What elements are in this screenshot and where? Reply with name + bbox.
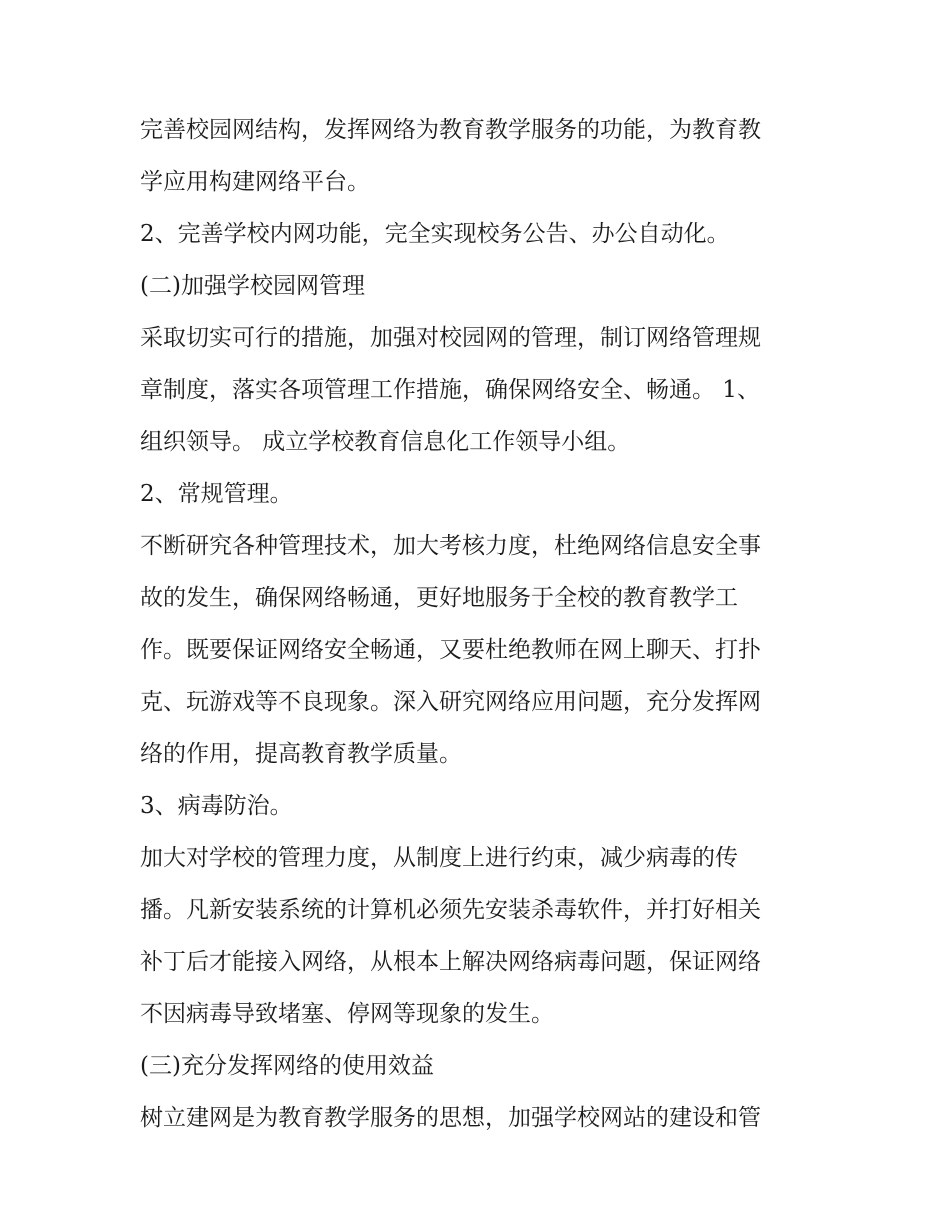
text-line: 克、玩游戏等不良现象。深入研究网络应用问题，充分发挥网 [140, 689, 761, 715]
section-heading: (三)充分发挥网络的使用效益 [140, 1053, 434, 1079]
text-line: 补丁后才能接入网络，从根本上解决网络病毒问题，保证网络 [140, 949, 761, 975]
text-line: 2、完善学校内网功能，完全实现校务公告、办公自动化。 [140, 221, 730, 247]
section-heading: (二)加强学校园网管理 [140, 273, 365, 299]
text-line: 络的作用，提高教育教学质量。 [140, 741, 462, 767]
text-line: 加大对学校的管理力度，从制度上进行约束，减少病毒的传 [140, 845, 738, 871]
text-line: 学应用构建网络平台。 [140, 169, 370, 195]
text-line: 树立建网是为教育教学服务的思想，加强学校网站的建设和管 [140, 1105, 761, 1131]
document-body [140, 104, 820, 1144]
text-line: 组织领导。 成立学校教育信息化工作领导小组。 [140, 429, 631, 455]
text-line: 不因病毒导致堵塞、停网等现象的发生。 [140, 1001, 554, 1027]
text-line: 完善校园网结构，发挥网络为教育教学服务的功能，为教育教 [140, 117, 761, 143]
text-line: 章制度，落实各项管理工作措施，确保网络安全、畅通。 1、 [140, 377, 760, 403]
text-line: 作。既要保证网络安全畅通，又要杜绝教师在网上聊天、打扑 [140, 637, 761, 663]
subsection-heading: 3、病毒防治。 [140, 793, 293, 819]
text-line: 故的发生，确保网络畅通，更好地服务于全校的教育教学工 [140, 585, 738, 611]
text-line: 播。凡新安装系统的计算机必须先安装杀毒软件，并打好相关 [140, 897, 761, 923]
subsection-heading: 2、常规管理。 [140, 481, 293, 507]
text-line: 采取切实可行的措施，加强对校园网的管理，制订网络管理规 [140, 325, 761, 351]
text-line: 不断研究各种管理技术，加大考核力度，杜绝网络信息安全事 [140, 533, 761, 559]
